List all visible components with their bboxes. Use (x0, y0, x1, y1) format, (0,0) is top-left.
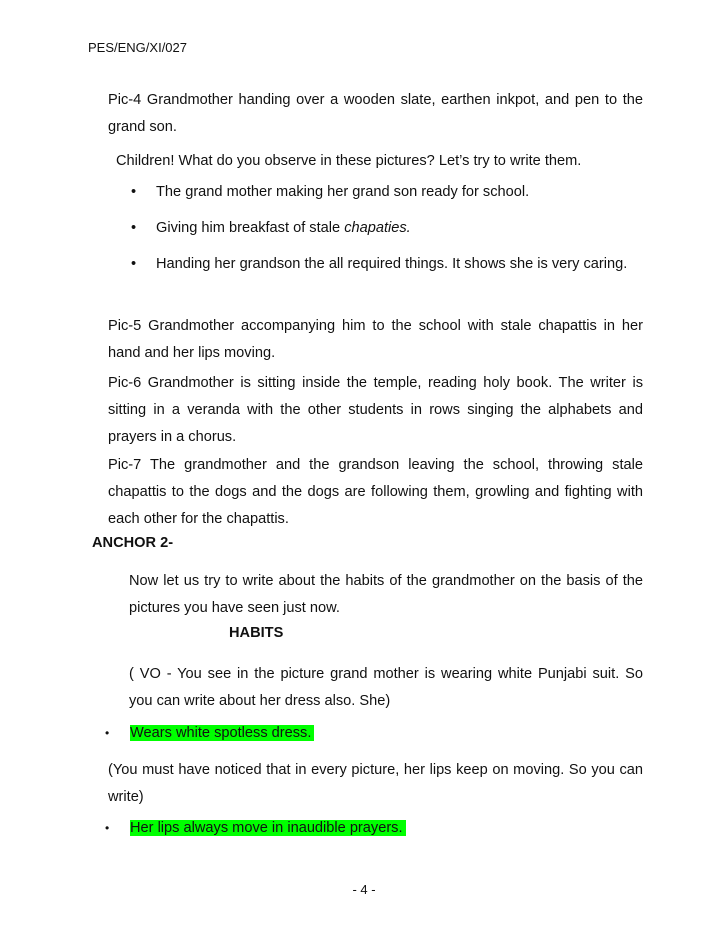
lips-note: (You must have noticed that in every picture, her lips keep on moving. So you can write) (108, 762, 643, 805)
document-code: PES/ENG/XI/027 (88, 40, 187, 55)
highlighted-answer: Her lips always move in inaudible prayers. (130, 820, 406, 836)
bullet-text (156, 215, 643, 242)
bullet-text: Handing her grandson the all required things. It shows she is very caring. (156, 256, 628, 272)
bullet-icon: • (131, 184, 137, 200)
bullet-icon: • (105, 726, 110, 740)
pic7-paragraph: Pic-7 The grandmother and the grandson leaving the school, throwing stale chapattis to the dogs and the dogs are following them, growling and fighting with each other for the chapattis. (108, 457, 643, 527)
pic5-paragraph: Pic-5 Grandmother accompanying him to the school with stale chapattis in her hand and her lips moving. (108, 318, 643, 361)
pic4-paragraph: Pic-4 Grandmother handing over a wooden slate, earthen inkpot, and pen to the grand son. (108, 92, 643, 135)
question-paragraph: Children! What do you observe in these pictures? Let’s try to write them. (116, 153, 582, 169)
highlighted-answer: Wears white spotless dress. (130, 725, 314, 741)
anchor-intro: Now let us try to write about the habits of the grandmother on the basis of the pictures you have seen just now. (129, 573, 643, 616)
habits-heading: HABITS (229, 625, 284, 641)
bullet-icon: • (131, 220, 137, 236)
bullet-text: The grand mother making her grand son ready for school. (156, 184, 530, 200)
anchor-heading: ANCHOR 2- (92, 535, 174, 551)
page-number: - 4 - (352, 882, 376, 897)
pic6-paragraph: Pic-6 Grandmother is sitting inside the temple, reading holy book. The writer is sitting in a veranda with the other students in rows singing the alphabets and prayers in a chorus. (108, 375, 643, 445)
bullet-icon: • (131, 256, 137, 272)
bullet-text-emphasis: chapaties. (344, 220, 411, 236)
bullet-text-plain: Giving him breakfast of stale (156, 220, 345, 236)
bullet-icon: • (105, 821, 110, 835)
habit-text (130, 722, 314, 744)
vo-note: ( VO - You see in the picture grand mother is wearing white Punjabi suit. So you can write about her dress also. She) (129, 666, 643, 709)
habit-text (130, 817, 406, 839)
